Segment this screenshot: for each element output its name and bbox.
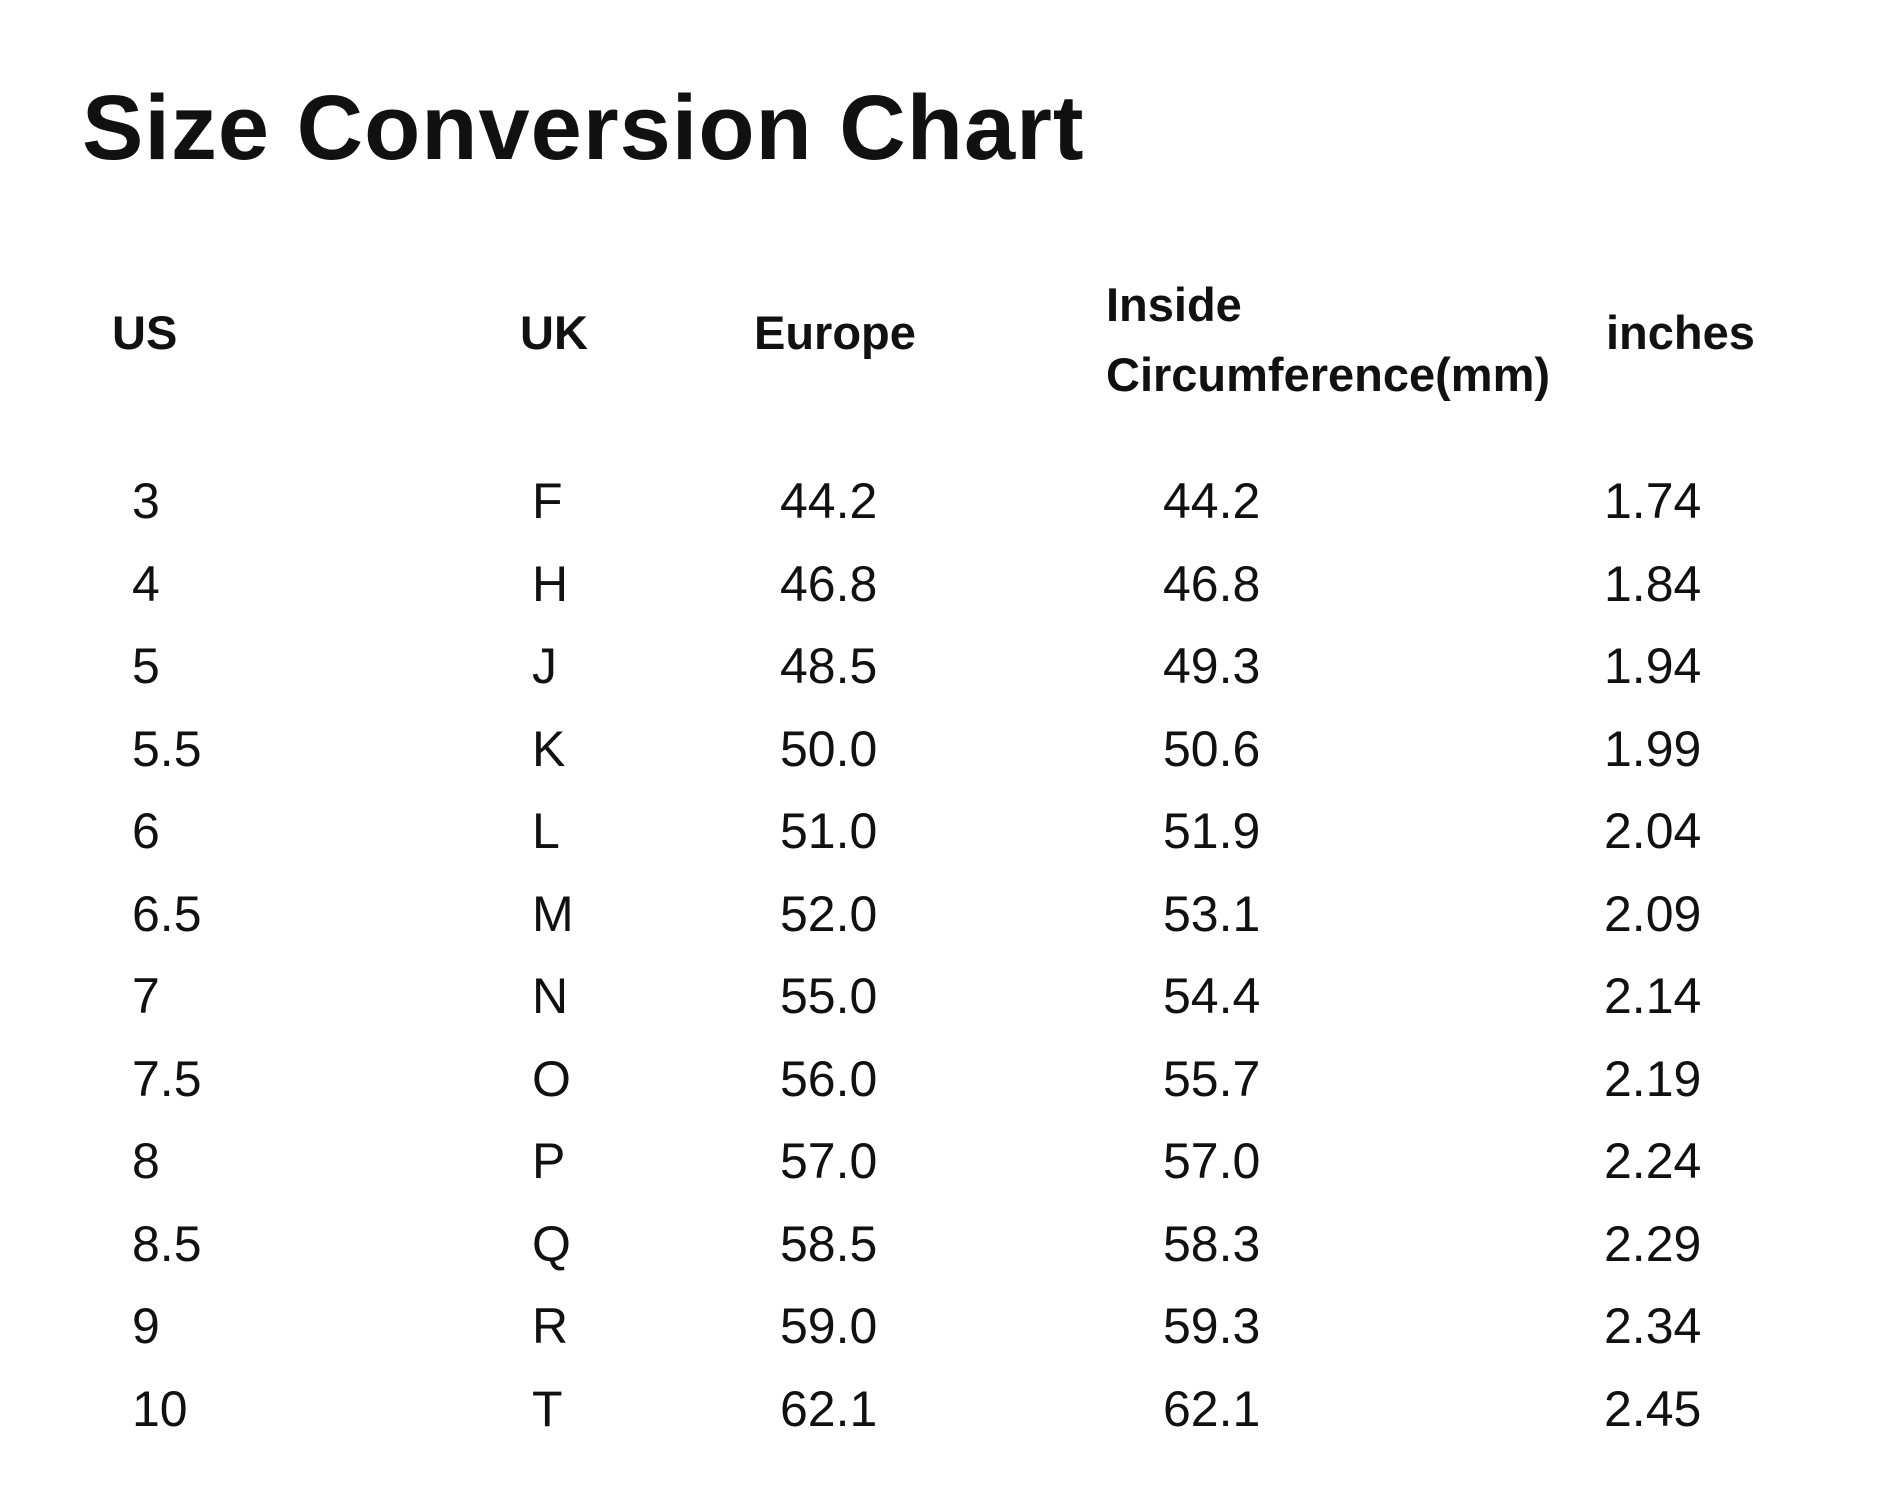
cell-inches: 2.34 [1604, 1298, 1702, 1354]
page-title: Size Conversion Chart [82, 77, 1085, 179]
cell-europe: 48.5 [780, 638, 878, 694]
cell-circumference: 57.0 [1163, 1133, 1261, 1189]
cell-circumference: 53.1 [1163, 885, 1261, 942]
table-row [0, 1293, 1880, 1376]
cell-europe: 62.1 [780, 1380, 878, 1437]
table-row [0, 633, 1880, 716]
table-row [0, 1211, 1880, 1294]
table-row [0, 881, 1880, 964]
cell-uk: K [532, 720, 566, 777]
cell-europe: 55.0 [780, 968, 878, 1024]
cell-inches: 2.04 [1604, 803, 1702, 859]
cell-europe: 50.0 [780, 720, 878, 777]
cell-circumference: 58.3 [1163, 1215, 1261, 1272]
cell-us: 8.5 [132, 1215, 202, 1272]
cell-europe: 56.0 [780, 1050, 878, 1107]
cell-inches: 2.14 [1604, 968, 1702, 1024]
cell-uk: H [532, 555, 569, 612]
cell-europe: 51.0 [780, 803, 878, 859]
size-table-body [0, 468, 1880, 1458]
cell-europe: 58.5 [780, 1215, 878, 1272]
cell-inches: 2.45 [1604, 1380, 1702, 1437]
cell-inches: 1.94 [1604, 638, 1702, 694]
cell-inches: 2.29 [1604, 1215, 1702, 1272]
column-header-us: US [112, 306, 178, 359]
cell-us: 6.5 [132, 885, 202, 942]
cell-uk: R [532, 1298, 569, 1354]
table-row [0, 1376, 1880, 1459]
table-row [0, 551, 1880, 634]
cell-us: 7.5 [132, 1050, 202, 1107]
cell-inches: 2.24 [1604, 1133, 1702, 1189]
cell-uk: F [532, 473, 563, 529]
cell-us: 8 [132, 1133, 160, 1189]
cell-europe: 59.0 [780, 1298, 878, 1354]
cell-inches: 1.74 [1604, 473, 1702, 529]
cell-circumference: 54.4 [1163, 968, 1261, 1024]
cell-uk: O [532, 1050, 571, 1107]
cell-europe: 52.0 [780, 885, 878, 942]
cell-circumference: 59.3 [1163, 1298, 1261, 1354]
table-row [0, 963, 1880, 1046]
cell-uk: M [532, 885, 574, 942]
cell-circumference: 49.3 [1163, 638, 1261, 694]
cell-us: 5.5 [132, 720, 202, 777]
cell-europe: 57.0 [780, 1133, 878, 1189]
cell-uk: N [532, 968, 569, 1024]
cell-circumference: 51.9 [1163, 803, 1261, 859]
cell-uk: Q [532, 1215, 571, 1272]
cell-us: 9 [132, 1298, 160, 1354]
cell-us: 5 [132, 638, 160, 694]
cell-inches: 1.84 [1604, 555, 1702, 612]
cell-us: 4 [132, 555, 160, 612]
cell-inches: 2.19 [1604, 1050, 1702, 1107]
column-header-circumference-line1: Inside [1106, 278, 1242, 331]
cell-uk: T [532, 1380, 563, 1437]
cell-uk: P [532, 1133, 566, 1189]
table-row [0, 716, 1880, 799]
cell-us: 7 [132, 968, 160, 1024]
cell-circumference: 55.7 [1163, 1050, 1261, 1107]
cell-inches: 1.99 [1604, 720, 1702, 777]
cell-circumference: 62.1 [1163, 1380, 1261, 1437]
column-header-europe: Europe [754, 306, 916, 359]
cell-europe: 46.8 [780, 555, 878, 612]
table-row [0, 1128, 1880, 1211]
column-header-circumference-line2: Circumference(mm) [1106, 348, 1551, 401]
cell-uk: L [532, 803, 560, 859]
cell-inches: 2.09 [1604, 885, 1702, 942]
cell-us: 10 [132, 1380, 188, 1437]
table-row [0, 468, 1880, 551]
cell-us: 6 [132, 803, 160, 859]
cell-uk: J [532, 638, 557, 694]
table-row [0, 1046, 1880, 1129]
column-header-inches: inches [1606, 306, 1755, 359]
cell-circumference: 50.6 [1163, 720, 1261, 777]
cell-us: 3 [132, 473, 160, 529]
column-header-circumference [1106, 270, 1550, 410]
cell-circumference: 46.8 [1163, 555, 1261, 612]
cell-europe: 44.2 [780, 473, 878, 529]
table-row [0, 798, 1880, 881]
cell-circumference: 44.2 [1163, 473, 1261, 529]
column-header-uk: UK [520, 306, 588, 359]
